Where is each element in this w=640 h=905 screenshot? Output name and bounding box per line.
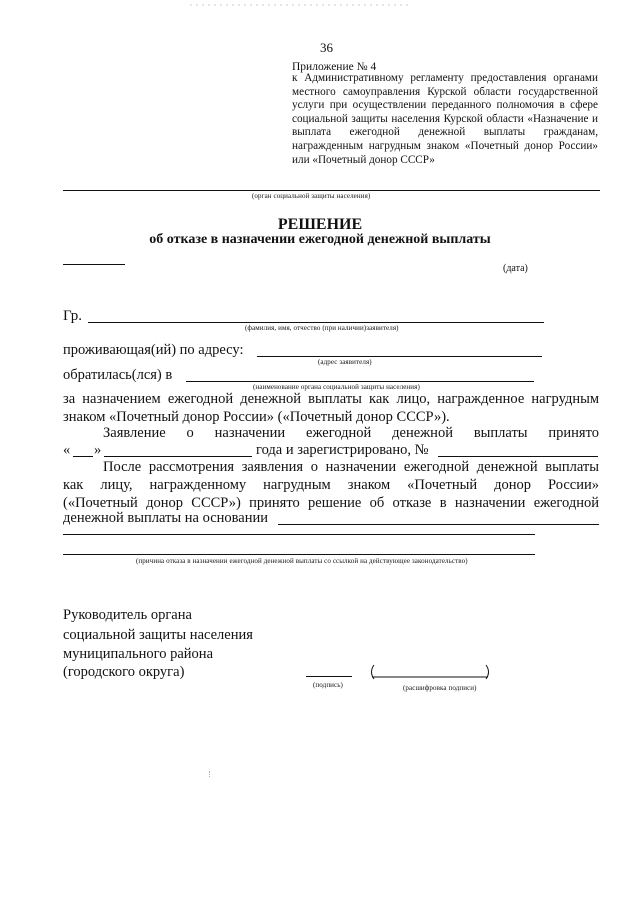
citizen-caption: (фамилия, имя, отчество (при наличии)заявителя) — [245, 324, 399, 332]
paragraph3-line1: После рассмотрения заявления о назначении ежегодной денежной выплаты — [103, 459, 599, 475]
quote-close: » — [94, 442, 102, 458]
month-year-line — [104, 456, 252, 457]
signatory-line4: (городского округа) — [63, 664, 185, 680]
applied-label: обратилась(лся) в — [63, 367, 173, 383]
appendix-text: к Административному регламенту предоставления органами местного самоуправления Курской области государственной услуги при осуществлении переданного полномочия в сфере социальной защиты населения Курской области «Назначение и выплата ежегодной денежной выплаты гражданам, награжденным нагрудным знаком «Почетный донор России» или «Почетный донор СССР» — [292, 72, 598, 166]
basis-line — [278, 524, 599, 525]
organ-line — [63, 190, 600, 191]
registered-text: года и зарегистрировано, № — [256, 442, 429, 458]
applied-caption: (наименование органа социальной защиты населения) — [253, 383, 420, 391]
date-caption: (дата) — [503, 263, 528, 274]
address-caption: (адрес заявителя) — [318, 358, 372, 366]
scan-artifact — [0, 2, 600, 8]
organ-caption: (орган социальной защиты населения) — [252, 192, 371, 200]
signatory-line1: Руководитель органа — [63, 607, 192, 623]
page-number: 36 — [320, 40, 333, 55]
reason-line-2 — [63, 554, 535, 555]
decision-subtitle: об отказе в назначении ежегодной денежной выплаты — [149, 232, 491, 247]
paragraph1-line1: за назначением ежегодной денежной выплаты как лицо, награжденное нагрудным — [63, 391, 599, 407]
citizen-label: Гр. — [63, 308, 82, 324]
registration-number-line — [438, 456, 598, 457]
paragraph1-line2: знаком «Почетный донор России» («Почетный донор СССР»). — [63, 409, 450, 425]
applied-line — [186, 381, 534, 382]
quote-open: « — [63, 442, 71, 458]
address-line — [257, 356, 542, 357]
appendix-title: Приложение № 4 — [292, 61, 377, 73]
reason-caption: (причина отказа в назначении ежегодной денежной выплаты со ссылкой на действующее законодательство) — [136, 557, 468, 565]
address-label: проживающая(ий) по адресу: — [63, 342, 244, 358]
reason-line-1 — [63, 534, 535, 535]
day-line — [73, 456, 93, 457]
paragraph3-line4: денежной выплаты на основании — [63, 510, 269, 526]
signature-caption: (подпись) — [313, 681, 343, 689]
date-line — [63, 264, 125, 265]
scan-speck — [209, 771, 211, 777]
paragraph3-line3: («Почетный донор СССР») принято решение об отказе в назначении ежегодной — [63, 495, 599, 511]
paragraph3-line2: как лицу, награжденному нагрудным знаком «Почетный донор России» — [63, 477, 599, 493]
decision-title: РЕШЕНИЕ — [277, 216, 363, 233]
decoding-bracket — [368, 663, 492, 681]
citizen-line — [88, 322, 544, 323]
signatory-line3: муниципального района — [63, 646, 213, 662]
decoding-caption: (расшифровка подписи) — [403, 684, 477, 692]
signatory-line2: социальной защиты населения — [63, 627, 253, 643]
paragraph2-line1: Заявление о назначении ежегодной денежной выплаты принято — [103, 425, 599, 441]
signature-line — [306, 676, 352, 677]
